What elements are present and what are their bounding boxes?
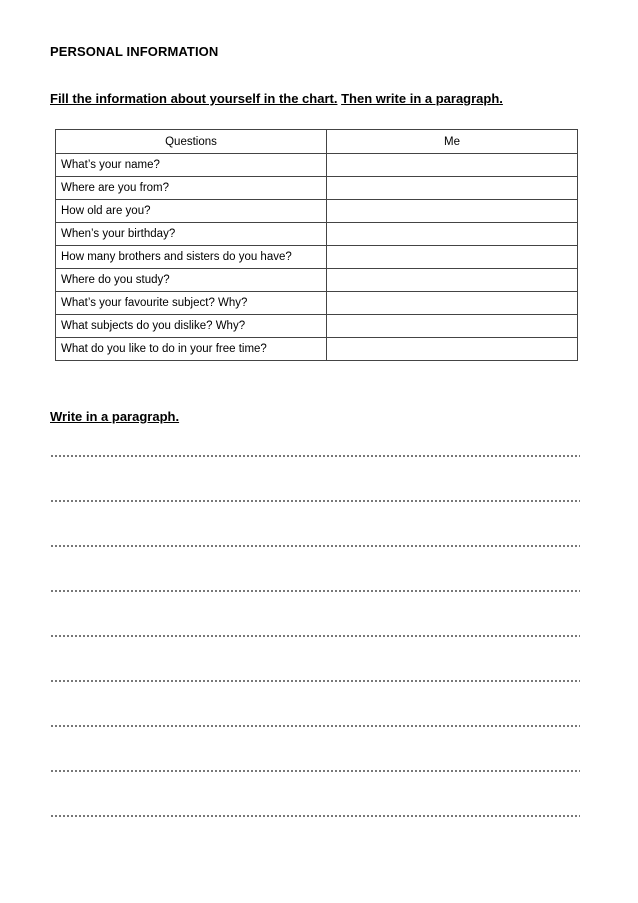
question-cell: When’s your birthday? [56,223,327,246]
dotted-line [50,635,580,637]
question-cell: What’s your favourite subject? Why? [56,292,327,315]
instruction-text [50,91,503,106]
dotted-line [50,455,580,457]
table-row [56,338,578,361]
question-cell: What do you like to do in your free time? [56,338,327,361]
question-cell: What subjects do you dislike? Why? [56,315,327,338]
answer-cell[interactable] [327,154,578,177]
paragraph-heading: Write in a paragraph. [50,409,180,424]
dotted-writing-line[interactable] [50,815,580,860]
question-cell: How many brothers and sisters do you have? [56,246,327,269]
question-cell: Where do you study? [56,269,327,292]
answer-cell[interactable] [327,315,578,338]
instruction-part-chart: Fill the information about yourself in the chart. [50,91,338,106]
column-header-me: Me [327,130,578,154]
answer-cell[interactable] [327,338,578,361]
dotted-line [50,815,580,817]
answer-cell[interactable] [327,269,578,292]
answer-cell[interactable] [327,292,578,315]
dotted-writing-line[interactable] [50,725,580,770]
dotted-writing-line[interactable] [50,545,580,590]
dotted-line [50,590,580,592]
dotted-writing-line[interactable] [50,500,580,545]
table-row [56,200,578,223]
table-row [56,292,578,315]
column-header-questions: Questions [56,130,327,154]
dotted-writing-line[interactable] [50,455,580,500]
dotted-line [50,680,580,682]
answer-cell[interactable] [327,200,578,223]
paragraph-writing-area[interactable] [50,455,580,860]
chart-header-row [56,130,578,154]
answer-cell[interactable] [327,223,578,246]
table-row [56,315,578,338]
dotted-writing-line[interactable] [50,680,580,725]
dotted-line [50,770,580,772]
question-cell: How old are you? [56,200,327,223]
table-row [56,269,578,292]
instruction-part-paragraph: Then write in a paragraph. [341,91,503,106]
dotted-writing-line[interactable] [50,770,580,815]
dotted-line [50,545,580,547]
dotted-line [50,500,580,502]
personal-info-chart [55,129,578,361]
answer-cell[interactable] [327,246,578,269]
dotted-writing-line[interactable] [50,590,580,635]
answer-cell[interactable] [327,177,578,200]
table-row [56,154,578,177]
table-row [56,223,578,246]
dotted-writing-line[interactable] [50,635,580,680]
table-row [56,177,578,200]
dotted-line [50,725,580,727]
page-title: PERSONAL INFORMATION [50,44,219,59]
table-row [56,246,578,269]
question-cell: Where are you from? [56,177,327,200]
question-cell: What’s your name? [56,154,327,177]
